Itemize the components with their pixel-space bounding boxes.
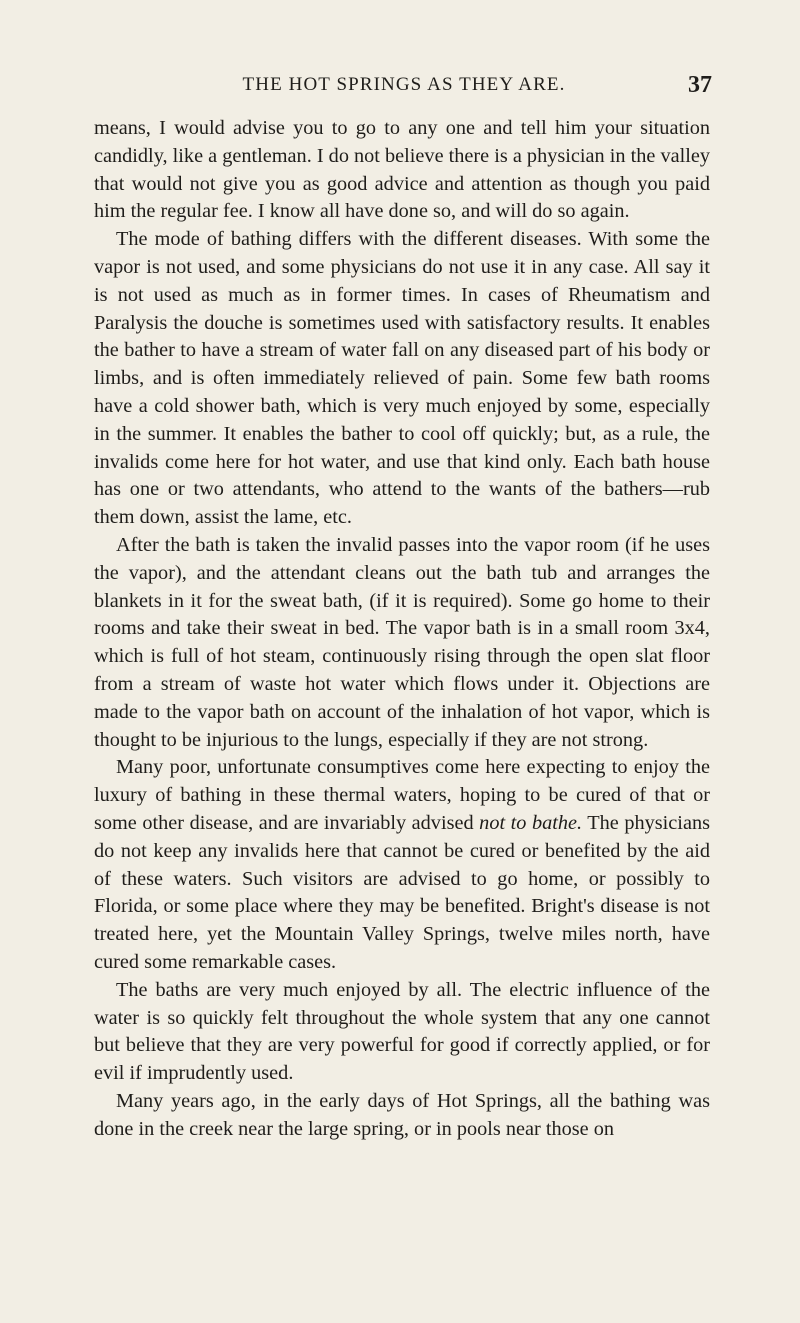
body-text (94, 115, 710, 1143)
paragraph-6: Many years ago, in the early days of Hot Springs, all the bathing was done in the creek near the large spring, or in pools near those on (94, 1089, 710, 1140)
running-head: THE HOT SPRINGS AS THEY ARE. (242, 74, 566, 95)
paragraph-3: After the bath is taken the invalid passes into the vapor room (if he uses the vapor), and the attendant cleans out the bath tub and arranges the blankets in it for the sweat bath, (if it is required). Some go home to their rooms and take their sweat in bed. The vapor bath is in a small room 3x4, which is full of hot steam, continuously rising through the open slat floor from a stream of waste hot water which flows under it. Objections are made to the vapor bath on account of the inhalation of hot vapor, which is thought to be injurious to the lungs, especially if they are not strong. (94, 533, 710, 751)
paragraph-4-text-end: The physicians do not keep any invalids here that cannot be cured or benefited by the aid of these waters. Such visitors are advised to go home, or possibly to Florida, or some place where they may be benefited. Bright's disease is not treated here, yet the Mountain Valley Springs, twelve miles north, have cured some remarkable cases. (94, 811, 710, 973)
paragraph-5: The baths are very much enjoyed by all. The electric influence of the water is so quickly felt throughout the whole system that any one cannot but believe that they are very powerful for good if correctly applied, or for evil if imprudently used. (94, 978, 710, 1085)
page-number: 37 (688, 72, 712, 98)
paragraph-4 (94, 754, 710, 976)
paragraph-4-text-start: Many poor, unfortunate consumptives come here expecting to enjoy the luxury of bathing in these thermal waters, hoping to be cured of that or some other disease, and are invariably advised (94, 756, 710, 834)
paragraph-4-italic: not to bathe. (479, 811, 583, 834)
paragraph-2: The mode of bathing differs with the different diseases. With some the vapor is not used, and some physicians do not use it in any case. All say it is not used as much as in former times. In cases of Rheumatism and Paralysis the douche is sometimes used with satisfactory results. It enables the bather to have a stream of water fall on any diseased part of his body or limbs, and is often immediately relieved of pain. Some few bath rooms have a cold shower bath, which is very much enjoyed by some, especially in the summer. It enables the bather to cool off quickly; but, as a rule, the invalids come here for hot water, and use that kind only. Each bath house has one or two attendants, who attend to the wants of the bathers—rub them down, assist the lame, etc. (94, 228, 710, 529)
paragraph-1: means, I would advise you to go to any one and tell him your situation candidly, like a gentleman. I do not believe there is a physician in the valley that would not give you as good advice and attention as though you paid him the regular fee. I know all have done so, and will do so again. (94, 117, 710, 223)
page-header (96, 72, 712, 102)
